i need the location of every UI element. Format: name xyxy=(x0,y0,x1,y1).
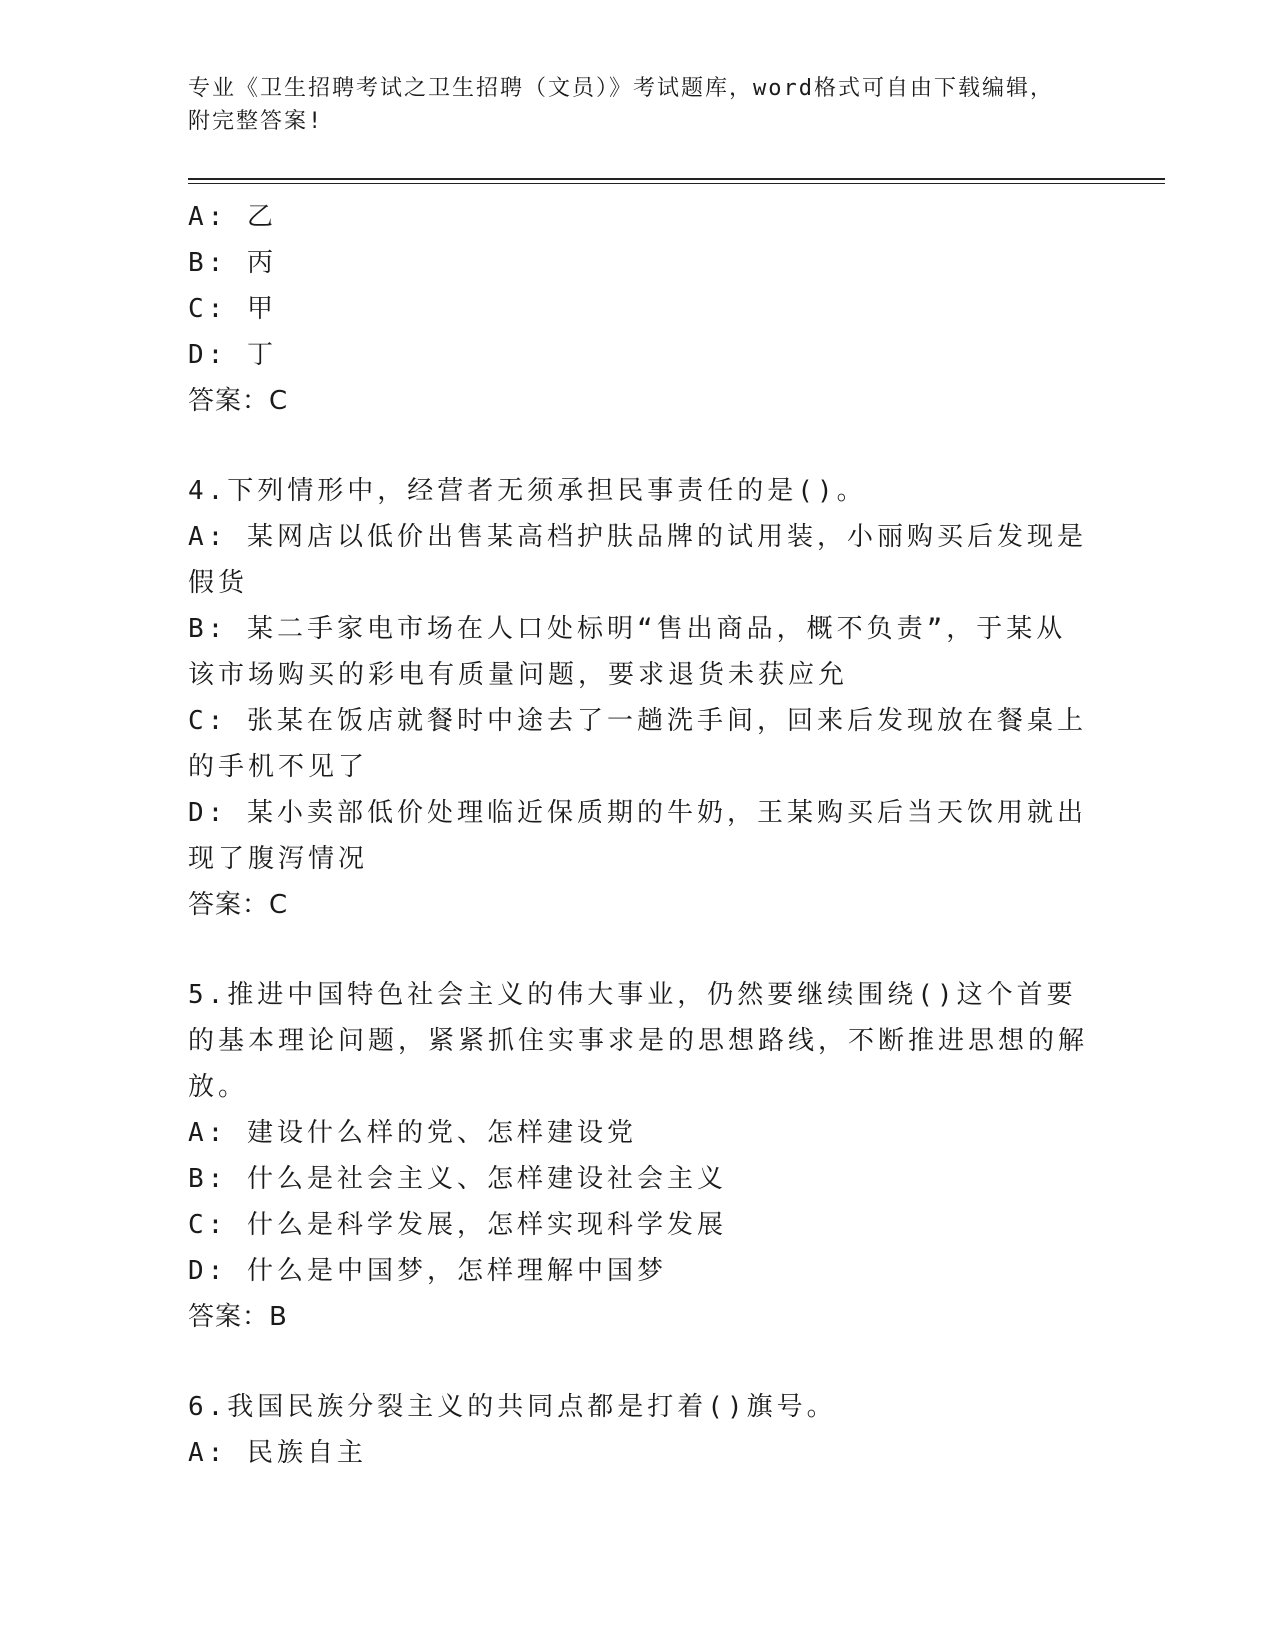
spacer xyxy=(188,424,1088,468)
option-a: A: 乙 xyxy=(188,202,277,232)
spacer xyxy=(188,1340,1088,1384)
question-block-3 xyxy=(188,194,1088,424)
answer-line: 答案：B xyxy=(188,1302,288,1332)
header-divider-thin xyxy=(188,183,1165,184)
question-text: 6.我国民族分裂主义的共同点都是打着()旗号。 xyxy=(188,1392,837,1422)
answer-line: 答案：C xyxy=(188,386,289,416)
option-a: A: 某网店以低价出售某高档护肤品牌的试用装，小丽购买后发现是假货 xyxy=(188,522,1087,598)
option-b: B: 什么是社会主义、怎样建设社会主义 xyxy=(188,1164,727,1194)
option-d: D: 什么是中国梦，怎样理解中国梦 xyxy=(188,1256,667,1286)
option-d: D: 某小卖部低价处理临近保质期的牛奶，王某购买后当天饮用就出现了腹泻情况 xyxy=(188,798,1087,874)
question-text: 5.推进中国特色社会主义的伟大事业，仍然要继续围绕()这个首要的基本理论问题，紧紧抓住实事求是的思想路线，不断推进思想的解放。 xyxy=(188,980,1089,1102)
spacer xyxy=(188,928,1088,972)
header-divider-thick xyxy=(188,178,1165,180)
option-a: A: 建设什么样的党、怎样建设党 xyxy=(188,1118,637,1148)
question-list xyxy=(188,194,1088,1476)
question-block-4 xyxy=(188,468,1088,928)
option-c: C: 甲 xyxy=(188,294,277,324)
document-title: 专业《卫生招聘考试之卫生招聘（文员）》考试题库，word格式可自由下载编辑，附完整答案! xyxy=(188,76,1054,134)
option-c: C: 什么是科学发展，怎样实现科学发展 xyxy=(188,1210,727,1240)
option-b: B: 某二手家电市场在人口处标明“售出商品，概不负责”，于某从该市场购买的彩电有质量问题，要求退货未获应允 xyxy=(188,614,1067,690)
question-block-5 xyxy=(188,972,1088,1340)
option-a: A: 民族自主 xyxy=(188,1438,367,1468)
document-header xyxy=(188,72,1068,138)
answer-line: 答案：C xyxy=(188,890,289,920)
question-block-6 xyxy=(188,1384,1088,1476)
option-d: D: 丁 xyxy=(188,340,277,370)
option-c: C: 张某在饭店就餐时中途去了一趟洗手间，回来后发现放在餐桌上的手机不见了 xyxy=(188,706,1087,782)
option-b: B: 丙 xyxy=(188,248,277,278)
question-text: 4.下列情形中，经营者无须承担民事责任的是()。 xyxy=(188,476,867,506)
